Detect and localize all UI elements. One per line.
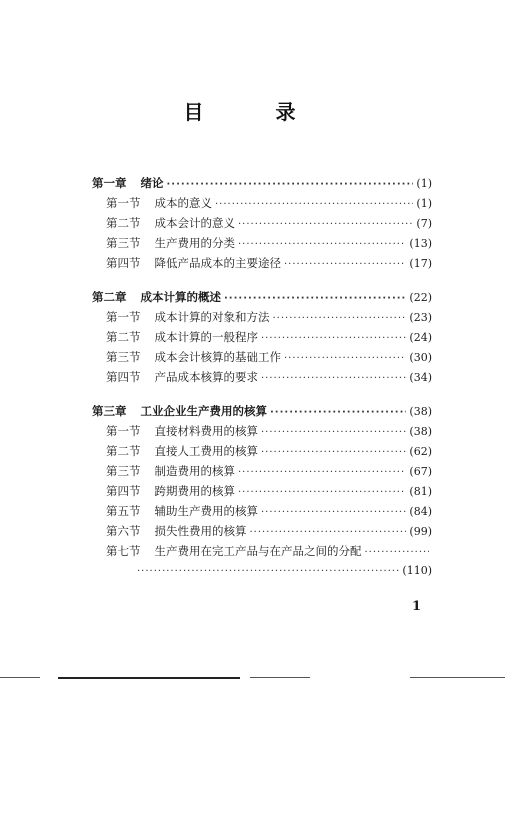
page-ref: (30) — [409, 351, 432, 364]
section-number: 第四节 — [106, 484, 141, 498]
page-ref: (24) — [409, 331, 432, 344]
leader-dots — [224, 289, 406, 309]
page-ref: (99) — [409, 525, 432, 538]
section-number: 第三节 — [106, 464, 141, 478]
toc-section-entry — [92, 193, 432, 213]
toc-section-entry — [92, 541, 432, 561]
section-number: 第一节 — [106, 424, 141, 438]
section-number: 第二节 — [106, 216, 141, 230]
leader-dots — [261, 369, 406, 389]
section-number: 第三节 — [106, 236, 141, 250]
toc-section-entry — [92, 367, 432, 387]
table-of-contents — [92, 173, 432, 595]
leader-dots — [365, 543, 430, 563]
leader-dots — [167, 175, 414, 195]
chapter-number: 第一章 — [92, 176, 127, 190]
chapter-title: 工业企业生产费用的核算 — [140, 404, 267, 418]
page-ref: (38) — [409, 425, 432, 438]
toc-chapter-entry — [92, 287, 432, 307]
leader-dots — [238, 483, 406, 503]
toc-title: 目 录 — [183, 100, 322, 124]
toc-section-entry — [92, 461, 432, 481]
page-ref: (62) — [409, 445, 432, 458]
chapter-2 — [92, 287, 432, 387]
page-ref: (23) — [409, 311, 432, 324]
page-ref: (7) — [416, 217, 432, 230]
chapter-1 — [92, 173, 432, 273]
leader-dots — [284, 255, 406, 275]
section-number: 第三节 — [106, 350, 141, 364]
chapter-3 — [92, 401, 432, 581]
toc-section-entry — [92, 347, 432, 367]
section-title: 成本会计的意义 — [154, 216, 235, 230]
leader-dots — [261, 423, 406, 443]
section-number: 第二节 — [106, 330, 141, 344]
toc-section-entry — [92, 521, 432, 541]
section-number: 第六节 — [106, 524, 141, 538]
section-number: 第五节 — [106, 504, 141, 518]
toc-section-entry — [92, 253, 432, 273]
scan-edge-line — [250, 677, 310, 678]
scan-edge-line — [58, 677, 240, 679]
page-ref: (38) — [409, 405, 432, 418]
scan-edge-line — [0, 677, 40, 678]
section-number: 第一节 — [106, 310, 141, 324]
chapter-number: 第三章 — [92, 404, 127, 418]
section-title: 成本计算的一般程序 — [154, 330, 258, 344]
leader-dots — [238, 235, 406, 255]
leader-dots — [261, 503, 406, 523]
page-ref: (84) — [409, 505, 432, 518]
section-number: 第四节 — [106, 370, 141, 384]
chapter-title: 绪论 — [140, 176, 164, 190]
section-title: 直接材料费用的核算 — [154, 424, 258, 438]
section-title: 产品成本核算的要求 — [154, 370, 258, 384]
section-title: 生产费用的分类 — [154, 236, 235, 250]
section-number: 第七节 — [106, 544, 141, 558]
toc-section-continuation — [92, 561, 432, 581]
toc-section-entry — [92, 441, 432, 461]
toc-section-entry — [92, 481, 432, 501]
leader-dots — [270, 403, 406, 423]
leader-dots — [238, 463, 406, 483]
leader-dots — [284, 349, 406, 369]
section-number: 第一节 — [106, 196, 141, 210]
page-ref: (1) — [416, 197, 432, 210]
section-title: 生产费用在完工产品与在产品之间的分配 — [154, 544, 362, 558]
page-ref: (34) — [409, 371, 432, 384]
section-title: 降低产品成本的主要途径 — [154, 256, 281, 270]
section-number: 第二节 — [106, 444, 141, 458]
leader-dots — [215, 195, 413, 215]
section-title: 跨期费用的核算 — [154, 484, 235, 498]
leader-dots — [261, 329, 406, 349]
section-title: 直接人工费用的核算 — [154, 444, 258, 458]
toc-section-entry — [92, 213, 432, 233]
section-title: 辅助生产费用的核算 — [154, 504, 258, 518]
scan-edge-line — [410, 677, 505, 678]
page-ref: (22) — [409, 291, 432, 304]
page-ref: (67) — [409, 465, 432, 478]
section-title: 损失性费用的核算 — [154, 524, 247, 538]
page-ref: (1) — [416, 177, 432, 190]
page-ref: (13) — [409, 237, 432, 250]
leader-dots — [273, 309, 407, 329]
page-ref: (17) — [409, 257, 432, 270]
page-number: 1 — [412, 599, 422, 614]
page-ref: (81) — [409, 485, 432, 498]
leader-dots — [250, 523, 407, 543]
leader-dots — [238, 215, 413, 235]
section-title: 成本的意义 — [154, 196, 212, 210]
toc-section-entry — [92, 307, 432, 327]
toc-chapter-entry — [92, 173, 432, 193]
leader-dots — [261, 443, 406, 463]
section-title: 成本计算的对象和方法 — [154, 310, 270, 324]
leader-dots — [137, 562, 399, 582]
page-ref: (110) — [402, 564, 432, 577]
chapter-title: 成本计算的概述 — [140, 290, 221, 304]
toc-chapter-entry — [92, 401, 432, 421]
chapter-number: 第二章 — [92, 290, 127, 304]
section-title: 成本会计核算的基础工作 — [154, 350, 281, 364]
toc-section-entry — [92, 327, 432, 347]
section-number: 第四节 — [106, 256, 141, 270]
toc-section-entry — [92, 233, 432, 253]
section-title: 制造费用的核算 — [154, 464, 235, 478]
toc-section-entry — [92, 501, 432, 521]
toc-section-entry — [92, 421, 432, 441]
